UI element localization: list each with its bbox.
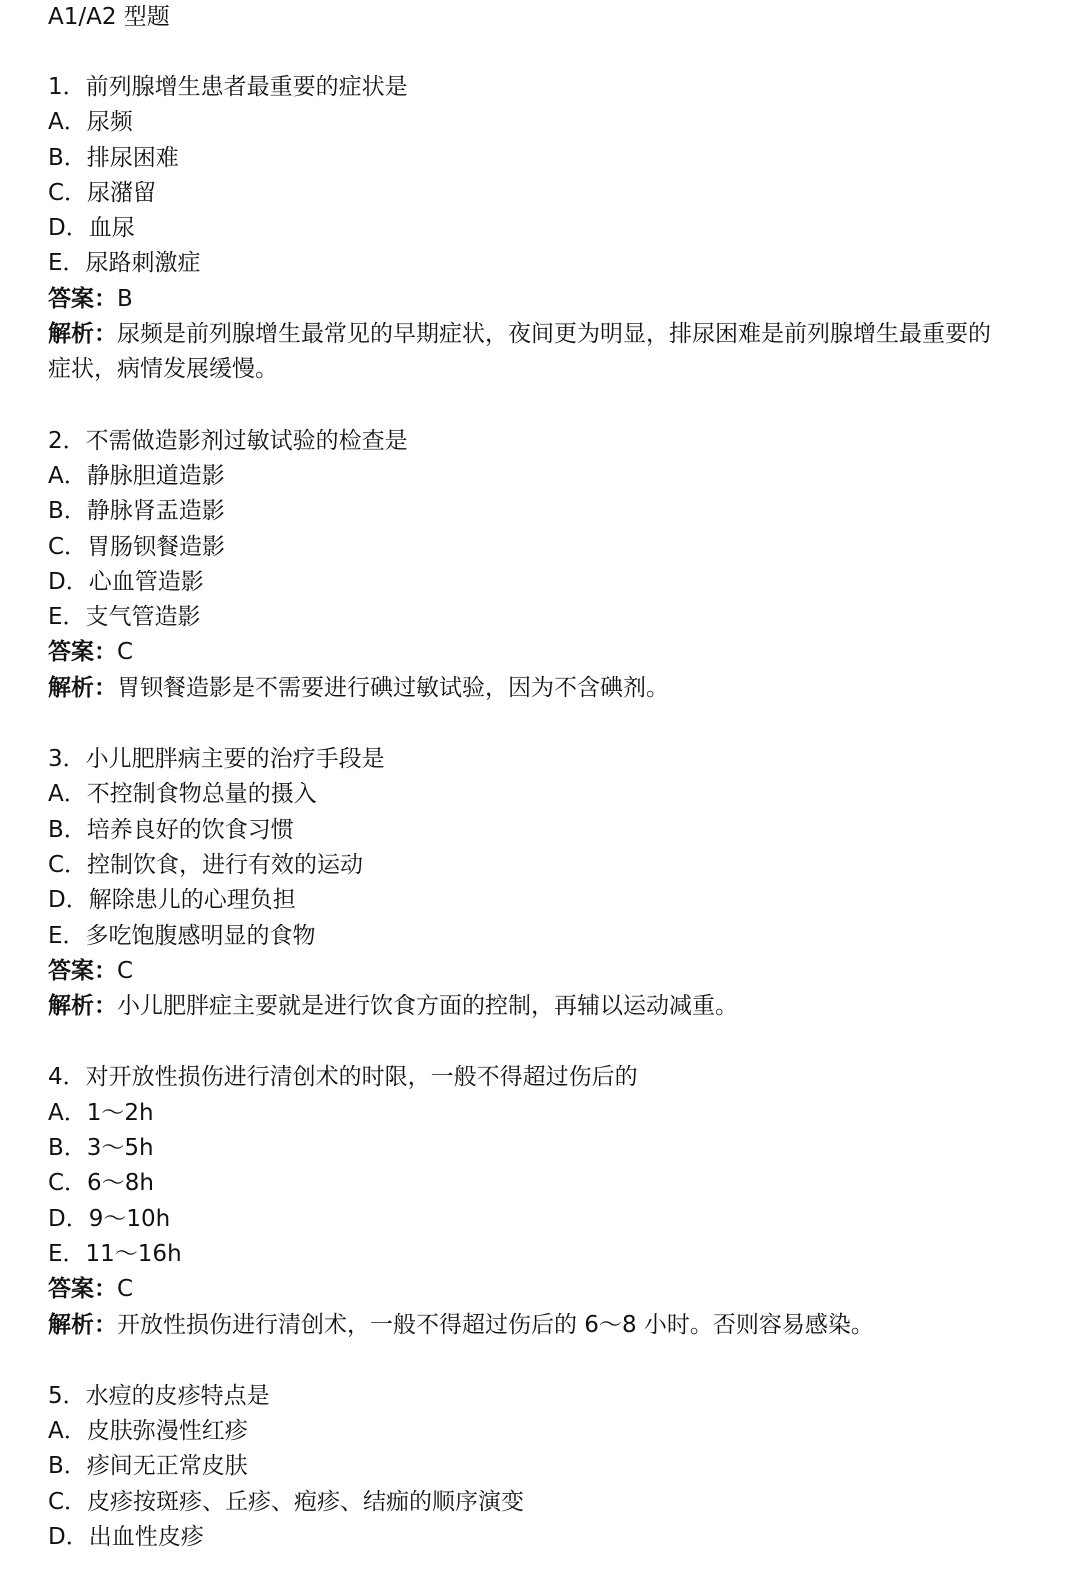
question-stem: 2．不需做造影剂过敏试验的检查是 bbox=[48, 427, 408, 454]
analysis-text: 小儿肥胖症主要就是进行饮食方面的控制，再辅以运动减重。 bbox=[117, 993, 738, 1020]
answer-line bbox=[48, 1272, 1048, 1307]
answer-value: C bbox=[117, 639, 134, 666]
answer-label: 答案： bbox=[48, 1276, 117, 1303]
question-1 bbox=[48, 70, 1048, 388]
analysis-text: 开放性损伤进行清创术，一般不得超过伤后的 6～8 小时。否则容易感染。 bbox=[117, 1311, 874, 1338]
answer-line bbox=[48, 635, 1048, 670]
analysis-text: 尿频是前列腺增生最常见的早期症状，夜间更为明显，排尿困难是前列腺增生最重要的症状，病情发展缓慢。 bbox=[48, 321, 991, 383]
option-a: A．静脉胆道造影 bbox=[48, 462, 225, 489]
option-c: C．控制饮食，进行有效的运动 bbox=[48, 851, 364, 878]
question-5 bbox=[48, 1379, 1048, 1555]
option-a: A．1～2h bbox=[48, 1099, 154, 1126]
option-b: B．排尿困难 bbox=[48, 144, 179, 171]
option-a: A．皮肤弥漫性红疹 bbox=[48, 1418, 248, 1445]
option-c: C．皮疹按斑疹、丘疹、疱疹、结痂的顺序演变 bbox=[48, 1488, 525, 1515]
option-b: B．3～5h bbox=[48, 1135, 154, 1162]
analysis-label: 解析： bbox=[48, 993, 117, 1020]
option-b: B．培养良好的饮食习惯 bbox=[48, 816, 294, 843]
answer-label: 答案： bbox=[48, 957, 117, 984]
analysis-text: 胃钡餐造影是不需要进行碘过敏试验，因为不含碘剂。 bbox=[117, 674, 669, 701]
analysis-line bbox=[48, 317, 998, 388]
section-title: A1/A2 型题 bbox=[48, 4, 170, 30]
option-b: B．静脉肾盂造影 bbox=[48, 498, 225, 525]
analysis-label: 解析： bbox=[48, 674, 117, 701]
analysis-line bbox=[48, 671, 998, 706]
answer-line bbox=[48, 282, 1048, 317]
option-a: A．不控制食物总量的摄入 bbox=[48, 781, 317, 808]
option-c: C．尿潴留 bbox=[48, 179, 157, 206]
question-4 bbox=[48, 1060, 1048, 1342]
option-c: C．胃肠钡餐造影 bbox=[48, 533, 226, 560]
analysis-label: 解析： bbox=[48, 321, 117, 348]
option-e: E．尿路刺激症 bbox=[48, 250, 201, 277]
option-e: E．支气管造影 bbox=[48, 604, 201, 631]
question-2 bbox=[48, 424, 1048, 706]
question-stem: 3．小儿肥胖病主要的治疗手段是 bbox=[48, 746, 385, 773]
question-stem: 5．水痘的皮疹特点是 bbox=[48, 1382, 270, 1409]
question-3 bbox=[48, 742, 1048, 1024]
answer-value: B bbox=[117, 285, 133, 312]
option-c: C．6～8h bbox=[48, 1170, 154, 1197]
option-d: D．出血性皮疹 bbox=[48, 1523, 204, 1550]
option-d: D．血尿 bbox=[48, 215, 135, 242]
document-page bbox=[48, 0, 1048, 1555]
option-d: D．心血管造影 bbox=[48, 568, 204, 595]
option-a: A．尿频 bbox=[48, 109, 133, 136]
answer-label: 答案： bbox=[48, 639, 117, 666]
option-e: E．11～16h bbox=[48, 1240, 182, 1267]
option-d: D．9～10h bbox=[48, 1205, 171, 1232]
analysis-line bbox=[48, 1308, 998, 1343]
answer-line bbox=[48, 954, 1048, 989]
answer-value: C bbox=[117, 957, 134, 984]
answer-value: C bbox=[117, 1276, 134, 1303]
question-stem: 4．对开放性损伤进行清创术的时限，一般不得超过伤后的 bbox=[48, 1064, 638, 1091]
analysis-line bbox=[48, 989, 998, 1024]
option-d: D．解除患儿的心理负担 bbox=[48, 887, 296, 914]
question-stem: 1．前列腺增生患者最重要的症状是 bbox=[48, 74, 408, 100]
answer-label: 答案： bbox=[48, 285, 117, 312]
option-e: E．多吃饱腹感明显的食物 bbox=[48, 922, 316, 949]
analysis-label: 解析： bbox=[48, 1311, 117, 1338]
option-b: B．疹间无正常皮肤 bbox=[48, 1453, 248, 1480]
